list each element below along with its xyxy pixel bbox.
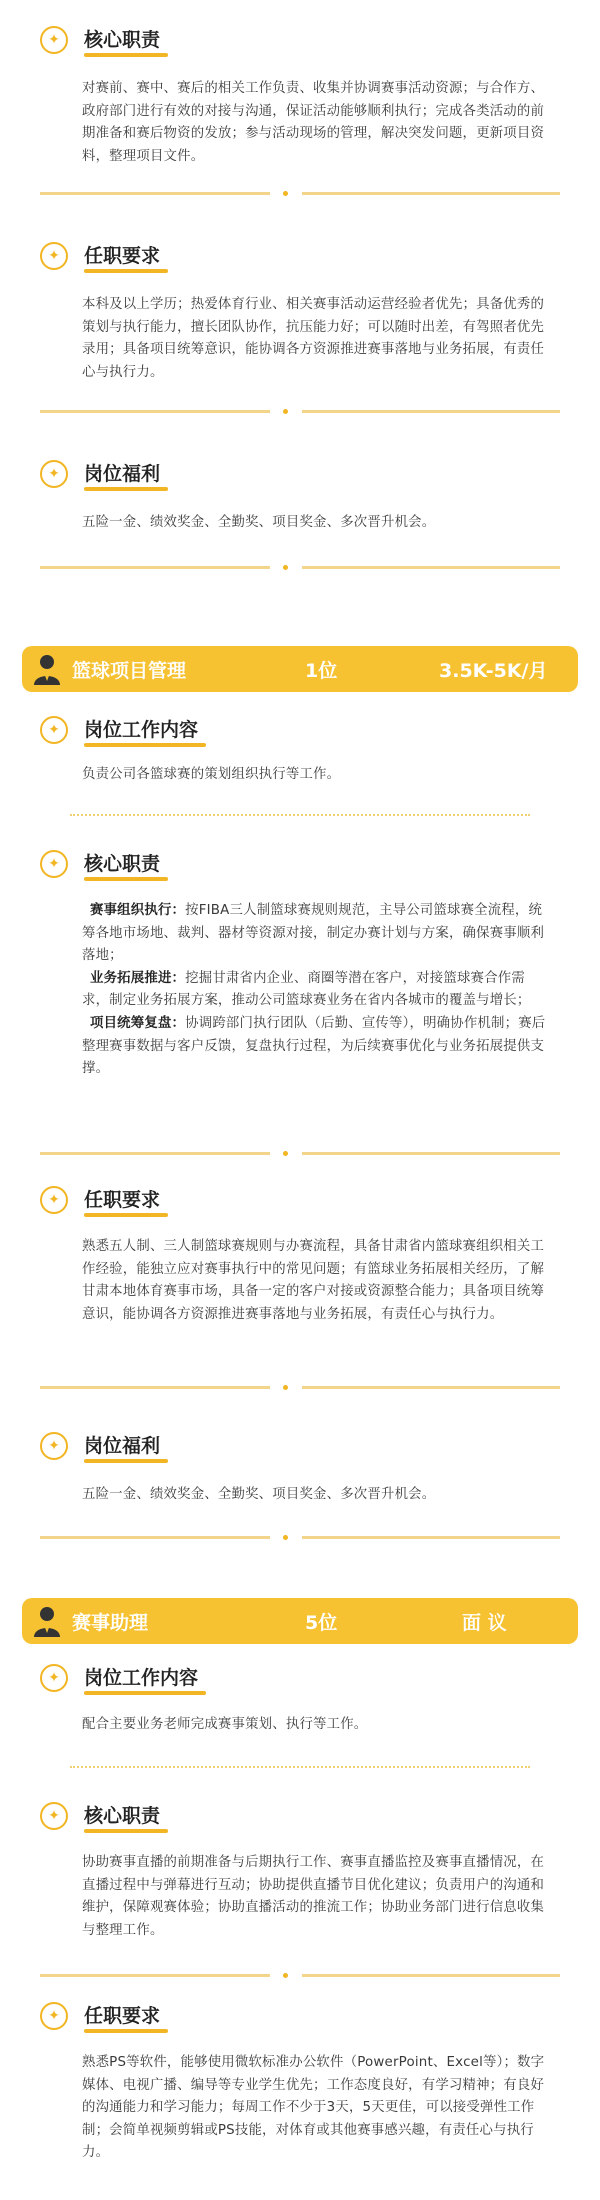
section-title-text: 核心职责 [84, 853, 161, 875]
job-salary: 3.5K-5K/月 [439, 659, 548, 682]
section-title-core-duties [40, 1796, 160, 1836]
section-title-text: 任职要求 [84, 2005, 161, 2027]
section-divider [40, 560, 560, 574]
job-salary: 面 议 [462, 1611, 507, 1634]
job-header-assistant [22, 1598, 578, 1644]
duty-label: 业务拓展推进： [90, 970, 186, 986]
gold-seal-icon: ✦ [40, 716, 68, 744]
dotted-divider [70, 814, 530, 816]
section-title-text: 任职要求 [84, 1189, 161, 1211]
section-title-welfare [40, 454, 160, 494]
section-title-text: 核心职责 [84, 1805, 161, 1827]
section-title-text: 核心职责 [84, 29, 161, 51]
person-icon [32, 653, 62, 685]
section-divider [40, 1968, 560, 1982]
gold-seal-icon: ✦ [40, 460, 68, 488]
section-title-job-content [40, 1658, 198, 1698]
core-duties-text: 对赛前、赛中、赛后的相关工作负责、收集并协调赛事活动资源；与合作方、政府部门进行有效的对接与沟通，保证活动能够顺利执行；完成各类活动的前期准备和赛后物资的发放；参与活动现场的管理，解决突发问题，更新项目资料，整理项目文件。 [82, 81, 545, 164]
job-content-text: 负责公司各篮球赛的策划组织执行等工作。 [82, 767, 341, 782]
duty-text: 挖掘甘肃省内企业、商圈等潜在客户，对接篮球赛合作需求，制定业务拓展方案，推动公司篮球赛业务在省内各城市的覆盖与增长； [82, 970, 531, 1009]
job-count: 5位 [305, 1611, 338, 1634]
requirements-text: 本科及以上学历；热爱体育行业、相关赛事活动运营经验者优先；具备优秀的策划与执行能力，擅长团队协作，抗压能力好；可以随时出差，有驾照者优先录用；具备项目统筹意识，能协调各方资源推进赛事落地与业务拓展，有责任心与执行力。 [82, 297, 545, 380]
gold-seal-icon: ✦ [40, 26, 68, 54]
gold-seal-icon: ✦ [40, 2002, 68, 2030]
section-title-text: 岗位工作内容 [84, 719, 199, 741]
section-divider [40, 186, 560, 200]
section-title-job-content [40, 710, 198, 750]
section-title-text: 任职要求 [84, 245, 161, 267]
section-title-core-duties [40, 20, 160, 60]
section-title-text: 岗位工作内容 [84, 1667, 199, 1689]
job-content-text: 配合主要业务老师完成赛事策划、执行等工作。 [82, 1717, 368, 1732]
section-divider [40, 1530, 560, 1544]
welfare-text: 五险一金、绩效奖金、全勤奖、项目奖金、多次晋升机会。 [82, 1487, 436, 1502]
section-title-requirements [40, 236, 160, 276]
requirements-text: 熟悉PS等软件，能够使用微软标准办公软件（PowerPoint、Excel等）；数字媒体、电视广播、编导等专业学生优先；工作态度良好，有学习精神；有良好的沟通能力和学习能力；每周工作不少于3天，5天更佳，可以接受弹性工作制；会简单视频剪辑或PS技能，对体育或其他赛事感兴趣，有责任心与执行力。 [82, 2055, 545, 2161]
section-divider [40, 404, 560, 418]
gold-seal-icon: ✦ [40, 1802, 68, 1830]
gold-seal-icon: ✦ [40, 242, 68, 270]
section-title-core-duties [40, 844, 160, 884]
person-icon [32, 1605, 62, 1637]
section-title-text: 岗位福利 [84, 1435, 161, 1457]
job-position: 篮球项目管理 [72, 659, 187, 682]
gold-seal-icon: ✦ [40, 850, 68, 878]
section-divider [40, 1146, 560, 1160]
gold-seal-icon: ✦ [40, 1432, 68, 1460]
duty-text: 按FIBA三人制篮球赛规则规范，主导公司篮球赛全流程，统筹各地市场地、裁判、器材等资源对接，制定办赛计划与方案，确保赛事顺利落地； [82, 903, 545, 964]
gold-seal-icon: ✦ [40, 1186, 68, 1214]
section-divider [40, 1380, 560, 1394]
job-header-basketball [22, 646, 578, 692]
duty-text: 协调跨部门执行团队（后勤、宣传等），明确协作机制；赛后整理赛事数据与客户反馈，复盘执行过程，为后续赛事优化与业务拓展提供支撑。 [82, 1015, 546, 1077]
job-position: 赛事助理 [72, 1611, 149, 1634]
requirements-text: 熟悉五人制、三人制篮球赛规则与办赛流程，具备甘肃省内篮球赛组织相关工作经验，能独立应对赛事执行中的常见问题；有篮球业务拓展相关经历，了解甘肃本地体育赛事市场，具备一定的客户对接或资源整合能力；具备项目统筹意识，能协调各方资源推进赛事落地与业务拓展，有责任心与执行力。 [82, 1239, 545, 1322]
dotted-divider [70, 1766, 530, 1768]
section-title-welfare [40, 1426, 160, 1466]
duty-label: 赛事组织执行： [90, 903, 186, 918]
welfare-text: 五险一金、绩效奖金、全勤奖、项目奖金、多次晋升机会。 [82, 515, 436, 530]
gold-seal-icon: ✦ [40, 1664, 68, 1692]
section-title-requirements [40, 1180, 160, 1220]
job-count: 1位 [305, 659, 338, 682]
core-duties-text: 协助赛事直播的前期准备与后期执行工作、赛事直播监控及赛事直播情况，在直播过程中与弹幕进行互动；协助提供直播节目优化建议；负责用户的沟通和维护，保障观赛体验；协助直播活动的推流工作；协助业务部门进行信息收集与整理工作。 [82, 1855, 545, 1938]
section-title-text: 岗位福利 [84, 463, 161, 485]
section-title-requirements [40, 1996, 160, 2036]
duty-label: 项目统筹复盘： [90, 1015, 186, 1031]
core-duties-list [82, 900, 552, 1081]
